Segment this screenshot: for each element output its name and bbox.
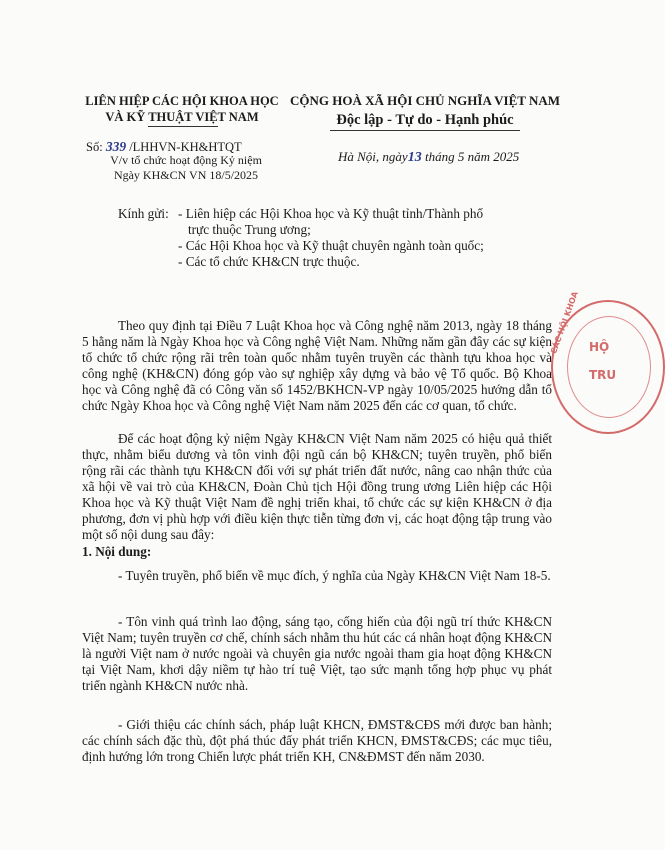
document-subject: [86, 153, 286, 183]
motto-underline: [330, 130, 520, 131]
org-name-line2: VÀ KỸ THUẬT VIỆT NAM: [105, 110, 259, 124]
recipients-label: Kính gửi:: [118, 206, 169, 221]
body-paragraph-1: Theo quy định tại Điều 7 Luật Khoa học và Công nghệ năm 2013, ngày 18 tháng 5 hằng năm là Ngày Khoa học và Công nghệ Việt Nam. Những năm gần đây các sự kiện tổ chức tổ chức rộng rãi trên toàn quốc nhằm tuyên truyền các thành tựu khoa học và công nghệ (KH&CN) đóng góp vào sự nghiệp xây dựng và bảo vệ Tổ quốc. Bộ Khoa học và Công nghệ đã có Công văn số 1452/BKHCN-VP ngày 10/05/2025 hướng dẫn tổ chức Ngày Khoa học và Công nghệ Việt Nam năm 2025 đến các cơ quan, tổ chức.: [82, 318, 552, 413]
stamp-text-b: TRU: [589, 368, 617, 382]
content-item: - Tôn vinh quá trình lao động, sáng tạo, cống hiến của đội ngũ trí thức KH&CN Việt Nam; tuyên truyền cơ chế, chính sách nhằm thu hút các cá nhân hoạt động KH&CN là người Việt nam ở nước ngoài và chuyên gia nước ngoài tham gia hoạt động KH&CN tại Việt Nam, khơi dậy niềm tự hào trí tuệ Việt, tạo sức mạnh tổng hợp phục vụ phát triển ngành KH&CN nước nhà.: [82, 614, 552, 693]
recipient-item: trực thuộc Trung ương;: [188, 222, 311, 237]
content-item: - Giới thiệu các chính sách, pháp luật KHCN, ĐMST&CĐS mới được ban hành; các chính sách đặc thù, đột phá thúc đẩy phát triển KHCN, ĐMST&CĐS; các mục tiêu, định hướng lớn trong Chiến lược phát triển KH, CN&ĐMST đến năm 2030.: [82, 717, 552, 764]
national-motto: Độc lập - Tự do - Hạnh phúc: [336, 112, 514, 128]
recipient-item: - Các tổ chức KH&CN trực thuộc.: [178, 254, 360, 269]
section-title: 1. Nội dung:: [82, 544, 152, 559]
content-item: - Tuyên truyền, phổ biến về mục đích, ý nghĩa của Ngày KH&CN Việt Nam 18-5.: [118, 568, 551, 583]
place-suffix: tháng 5 năm 2025: [421, 149, 520, 164]
stamp-arc-text: CÁC HỘI KHOA: [549, 290, 580, 356]
recipient-item: - Các Hội Khoa học và Kỹ thuật chuyên ngành toàn quốc;: [178, 238, 484, 253]
issuing-organization: [82, 93, 282, 125]
org-underline: [148, 126, 218, 127]
subject-line2: Ngày KH&CN VN 18/5/2025: [113, 168, 259, 182]
doc-number-suffix: /LHHVN-KH&HTQT: [129, 140, 242, 154]
body-paragraph-2: Để các hoạt động kỷ niệm Ngày KH&CN Việt Nam năm 2025 có hiệu quả thiết thực, nhằm biểu dương và tôn vinh đội ngũ cán bộ KH&CN; tuyên truyền, phổ biến rộng rãi các thành tựu KH&CN đối với sự phát triển đất nước, nâng cao nhận thức của xã hội về vai trò của KH&CN, Đoàn Chủ tịch Hội đồng trung ương Liên hiệp các Hội Khoa học và Kỹ thuật Việt Nam đề nghị triển khai, tổ chức các sự kiện KH&CN ở địa phương, đơn vị phù hợp với điều kiện thực tiễn từng đơn vị, các hoạt động tập trung vào một số nội dung sau đây:: [82, 431, 552, 542]
official-stamp: [549, 290, 665, 434]
stamp-text-a: HỘ: [589, 340, 610, 354]
place-prefix: Hà Nội, ngày: [338, 149, 408, 164]
stamp-inner-ring: [567, 316, 651, 418]
doc-number-prefix: Số:: [86, 140, 103, 154]
subject-line1: V/v tổ chức hoạt động Kỷ niệm: [110, 153, 262, 167]
national-title: CỘNG HOÀ XÃ HỘI CHỦ NGHĨA VIỆT NAM: [289, 93, 561, 108]
org-name-line1: LIÊN HIỆP CÁC HỘI KHOA HỌC: [85, 94, 279, 108]
place-date: [338, 149, 519, 166]
place-day-handwritten: 13: [407, 150, 422, 165]
doc-number-handwritten: 339: [105, 139, 127, 154]
recipient-item: - Liên hiệp các Hội Khoa học và Kỹ thuật tỉnh/Thành phố: [178, 206, 484, 221]
